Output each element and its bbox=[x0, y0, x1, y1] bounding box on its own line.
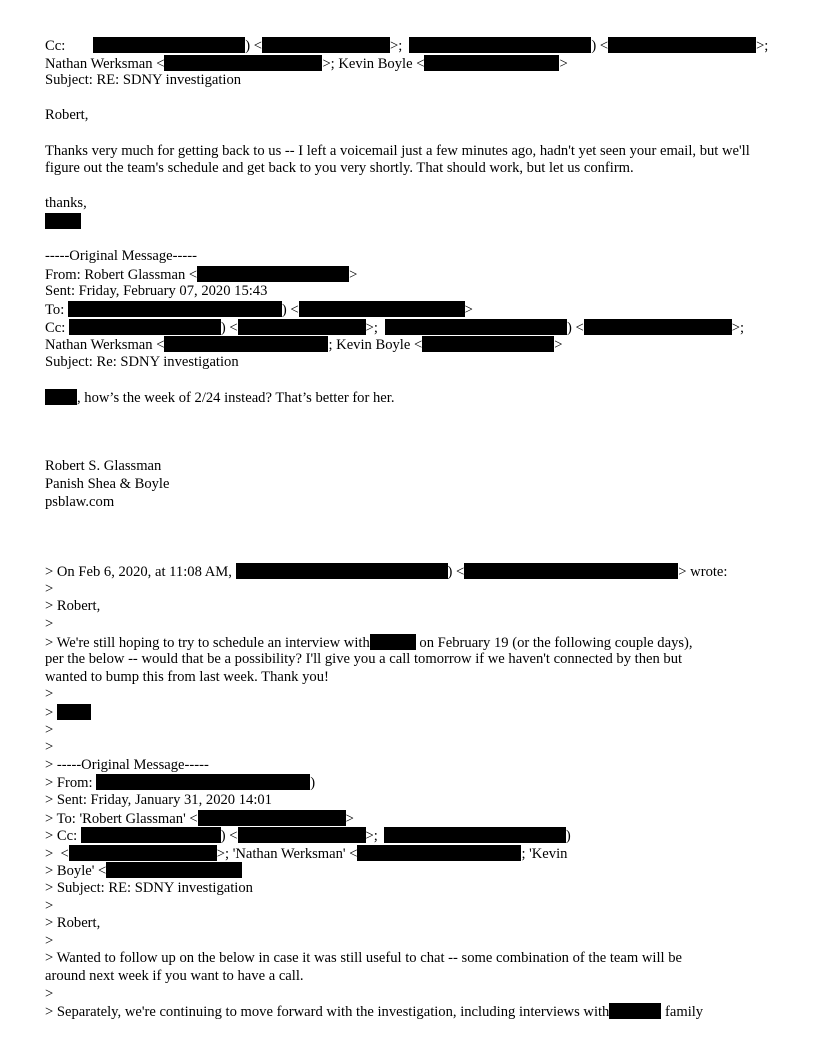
redaction bbox=[299, 301, 465, 317]
quoted-from: > From: ) bbox=[45, 775, 316, 792]
quoted-follow2: around next week if you want to have a call. bbox=[45, 967, 304, 984]
salutation: Robert, bbox=[45, 107, 89, 124]
redaction bbox=[164, 336, 328, 352]
redaction bbox=[238, 319, 366, 335]
redaction bbox=[164, 55, 322, 71]
redaction bbox=[198, 810, 346, 826]
signer-line bbox=[45, 213, 775, 231]
redaction bbox=[57, 704, 91, 720]
original-subject: Subject: Re: SDNY investigation bbox=[45, 353, 239, 370]
quote-marker: > bbox=[45, 897, 54, 914]
redaction bbox=[45, 389, 77, 405]
redaction bbox=[409, 37, 591, 53]
original-sent: Sent: Friday, February 07, 2020 15:43 bbox=[45, 283, 268, 300]
quote-marker: > bbox=[45, 739, 54, 756]
original-cc: Cc: ) < >; ) < >; bbox=[45, 319, 745, 336]
redaction bbox=[422, 336, 554, 352]
redaction bbox=[370, 634, 416, 650]
redaction bbox=[93, 37, 245, 53]
signature-site: psblaw.com bbox=[45, 493, 115, 510]
redaction bbox=[96, 774, 310, 790]
redaction bbox=[384, 827, 566, 843]
signoff: thanks, bbox=[45, 195, 87, 212]
original-from: From: Robert Glassman < > bbox=[45, 266, 358, 283]
original-to: To: ) < > bbox=[45, 301, 473, 318]
quoted-line2: per the below -- would that be a possibility? I'll give you a call tomorrow if we haven't connected by then but bbox=[45, 651, 683, 668]
quoted-separately: > Separately, we're continuing to move forward with the investigation, including interviews with family bbox=[45, 1004, 704, 1021]
original-body: , how’s the week of 2/24 instead? That’s better for her. bbox=[45, 389, 775, 407]
redaction bbox=[608, 37, 756, 53]
quote-marker: > bbox=[45, 580, 54, 597]
redaction bbox=[69, 319, 221, 335]
redaction bbox=[106, 862, 242, 878]
redaction bbox=[357, 845, 521, 861]
redaction bbox=[584, 319, 732, 335]
redaction bbox=[45, 213, 81, 229]
quote-marker: > bbox=[45, 985, 54, 1002]
quoted-cc: > Cc: ) < >; ) bbox=[45, 828, 571, 845]
quoted-on-line: > On Feb 6, 2020, at 11:08 AM, ) < > wrote: bbox=[45, 564, 728, 581]
header-subject: Subject: RE: SDNY investigation bbox=[45, 72, 242, 89]
quoted-divider: > -----Original Message----- bbox=[45, 756, 209, 773]
redaction bbox=[424, 55, 559, 71]
signature-firm: Panish Shea & Boyle bbox=[45, 476, 170, 493]
redaction bbox=[262, 37, 390, 53]
signature-name: Robert S. Glassman bbox=[45, 458, 162, 475]
quote-marker: > bbox=[45, 932, 54, 949]
redaction bbox=[238, 827, 366, 843]
redaction bbox=[609, 1003, 661, 1019]
quote-marker: > bbox=[45, 616, 54, 633]
original-divider: -----Original Message----- bbox=[45, 248, 197, 265]
quote-marker: > bbox=[45, 686, 54, 703]
redaction bbox=[236, 563, 448, 579]
quoted-sent: > Sent: Friday, January 31, 2020 14:01 bbox=[45, 791, 272, 808]
quoted-to: > To: 'Robert Glassman' < > bbox=[45, 810, 354, 827]
quote-marker: > bbox=[45, 721, 54, 738]
redaction bbox=[68, 301, 282, 317]
quoted-cc-cont: > < >; 'Nathan Werksman' < ; 'Kevin bbox=[45, 845, 568, 862]
header-nathan-line: Nathan Werksman < >; Kevin Boyle < > bbox=[45, 55, 568, 72]
quoted-boyle: > Boyle' < bbox=[45, 862, 775, 880]
redaction bbox=[69, 845, 217, 861]
quoted-subject: > Subject: RE: SDNY investigation bbox=[45, 879, 253, 896]
redaction bbox=[81, 827, 221, 843]
original-nathan: Nathan Werksman < ; Kevin Boyle < > bbox=[45, 337, 563, 354]
redaction bbox=[385, 319, 567, 335]
email-document bbox=[45, 37, 775, 1021]
redaction bbox=[197, 266, 349, 282]
quoted-line1: > We're still hoping to try to schedule an interview with on February 19 (or the following couple days), bbox=[45, 634, 693, 651]
quoted-salutation-2: > Robert, bbox=[45, 915, 101, 932]
quoted-follow1: > Wanted to follow up on the below in case it was still useful to chat -- some combination of the team will be bbox=[45, 950, 683, 967]
quoted-line3: wanted to bump this from last week. Thank you! bbox=[45, 668, 329, 685]
redaction bbox=[464, 563, 678, 579]
reply-body: Thanks very much for getting back to us -- I left a voicemail just a few minutes ago, hadn't yet seen your email, but we'll figure out the team's schedule and get back to you very shortly. That should work, but let us confirm. bbox=[45, 142, 750, 177]
header-cc-line: Cc: ) < >; ) < >; bbox=[45, 38, 769, 54]
quoted-signer: > bbox=[45, 704, 775, 722]
quoted-salutation: > Robert, bbox=[45, 598, 101, 615]
